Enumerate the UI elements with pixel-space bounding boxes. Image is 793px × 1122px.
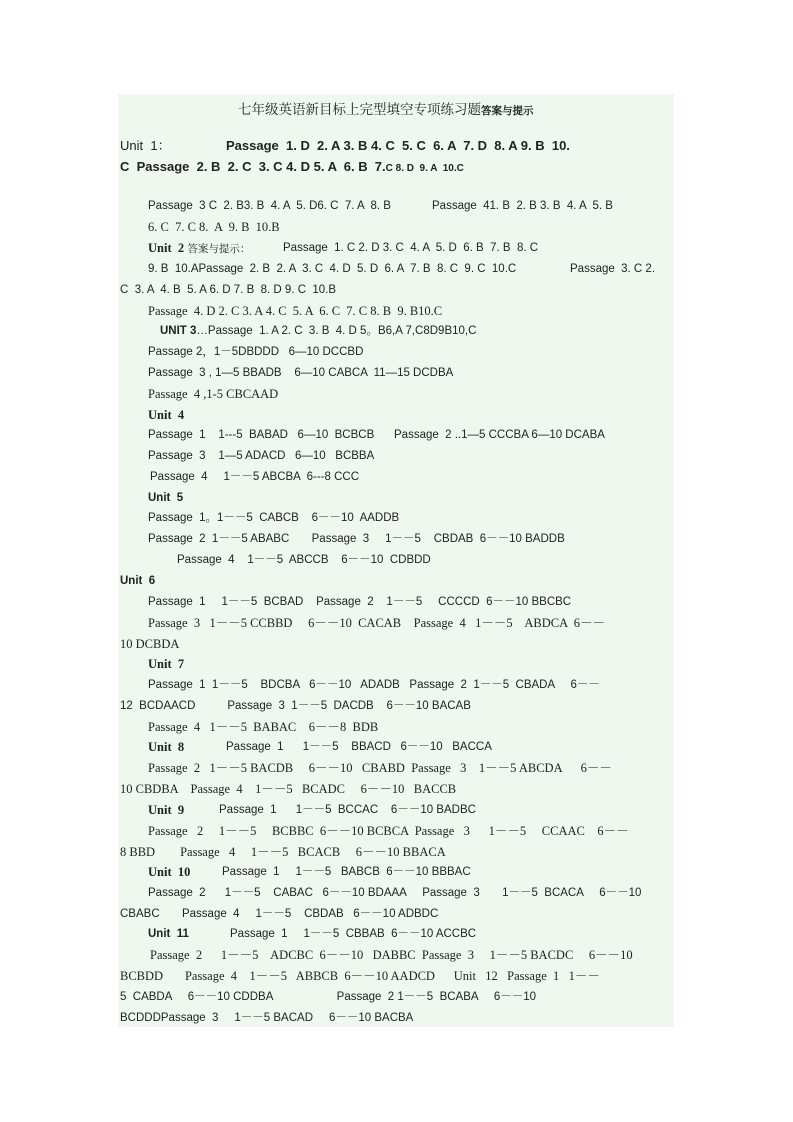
unit3-header: UNIT 3…Passage 1. A 2. C 3. B 4. D 5。B6,A 7,C8D9B10,C bbox=[160, 325, 477, 337]
unit10-label: Unit 10 bbox=[148, 865, 191, 879]
unit1-passage4: Passage 41. B 2. B 3. B 4. A 5. B bbox=[432, 200, 613, 212]
unit9-label: Unit 9 bbox=[148, 803, 185, 817]
unit1-passage4-cont: 6. C 7. C 8. A 9. B 10.B bbox=[148, 220, 280, 234]
unit10-passage2-3: Passage 2 1－－5 CABAC 6－－10 BDAAA Passage 3 1－－5 BCACA 6－－10 bbox=[148, 887, 642, 899]
unit6-passage4-cont: 10 DCBDA bbox=[120, 637, 180, 651]
unit5-label: Unit 5 bbox=[148, 492, 184, 504]
unit12-passage1-2: 5 CABDA 6－－10 CDDBA Passage 2 1－－5 BCABA 6－－10 bbox=[120, 991, 537, 1003]
unit7-passage1-2: Passage 1 1－－5 BDCBA 6－－10 ADADB Passage 2 1－－5 CBADA 6－－ bbox=[148, 679, 600, 691]
unit4-passage2: Passage 2 ..1—5 CCCBA 6—10 DCABA bbox=[394, 429, 605, 441]
unit5-passage4: Passage 4 1－－5 ABCCB 6－－10 CDBDD bbox=[177, 554, 431, 566]
unit2-passage4: Passage 4. D 2. C 3. A 4. C 5. A 6. C 7. C 8. B 9. B10.C bbox=[148, 304, 443, 318]
unit2-row3: C 3. A 4. B 5. A 6. D 7. B 8. D 9. C 10.B bbox=[120, 284, 337, 296]
title-main: 七年级英语新目标上完型填空专项练习题 bbox=[238, 102, 481, 118]
unit8-label: Unit 8 bbox=[148, 740, 185, 754]
unit2-passage1: Passage 1. C 2. D 3. C 4. A 5. D 6. B 7. B 8. C bbox=[283, 242, 539, 254]
unit10-passage4: CBABC Passage 4 1－－5 CBDAB 6－－10 ADBDC bbox=[120, 908, 439, 920]
unit11-passage1: Passage 1 1－－5 CBBAB 6－－10 ACCBC bbox=[230, 928, 477, 940]
unit12-passage3: BCDDDPassage 3 1－－5 BACAD 6－－10 BACBA bbox=[120, 1012, 414, 1024]
unit9-passage1: Passage 1 1－－5 BCCAC 6－－10 BADBC bbox=[219, 804, 476, 816]
unit5-passage1: Passage 1。1－－5 CABCB 6－－10 AADDB bbox=[148, 512, 400, 524]
unit3-passage2: Passage 2，1－5DBDDD 6—10 DCCBD bbox=[148, 346, 364, 358]
unit1-row1: Passage 1. D 2. A 3. B 4. C 5. C 6. A 7. D 8. A 9. B 10. bbox=[226, 138, 570, 153]
unit10-passage1: Passage 1 1－－5 BABCB 6－－10 BBBAC bbox=[222, 866, 471, 878]
unit7-passage4: Passage 4 1－－5 BABAC 6－－8 BDB bbox=[148, 720, 379, 734]
unit8-passage2-3: Passage 2 1－－5 BACDB 6－－10 CBABD Passage 3 1－－5 ABCDA 6－－ bbox=[148, 761, 612, 775]
unit11-passage2-3: Passage 2 1－－5 ADCBC 6－－10 DABBC Passage 3 1－－5 BACDC 6－－10 bbox=[150, 948, 633, 962]
unit9-passage2-3: Passage 2 1－－5 BCBBC 6－－10 BCBCA Passage 3 1－－5 CCAAC 6－－ bbox=[148, 824, 629, 838]
unit6-passage3-4: Passage 3 1－－5 CCBBD 6－－10 CACAB Passage 4 1－－5 ABDCA 6－－ bbox=[148, 616, 605, 630]
unit11-passage4-unit12: BCBDD Passage 4 1－－5 ABBCB 6－－10 AADCD Unit 12 Passage 1 1－－ bbox=[120, 969, 600, 983]
unit4-passage4: Passage 4 1－－5 ABCBA 6---8 CCC bbox=[150, 471, 359, 483]
unit7-label: Unit 7 bbox=[148, 657, 185, 671]
unit8-passage4: 10 CBDBA Passage 4 1－－5 BCADC 6－－10 BACCB bbox=[120, 782, 457, 796]
unit2-passage3: Passage 3. C 2. bbox=[570, 263, 656, 275]
unit3-passage3: Passage 3 , 1—5 BBADB 6—10 CABCA 11—15 DCDBA bbox=[148, 367, 454, 379]
unit4-passage1: Passage 1 1---5 BABAD 6—10 BCBCB bbox=[148, 429, 375, 441]
unit1-row2: C Passage 2. B 2. C 3. C 4. D 5. A 6. B 7.C 8. D 9. A 10.C bbox=[120, 159, 464, 174]
unit9-passage4: 8 BBD Passage 4 1－－5 BCACB 6－－10 BBACA bbox=[120, 845, 446, 859]
unit4-passage3: Passage 3 1—5 ADACD 6—10 BCBBA bbox=[148, 450, 375, 462]
unit8-passage1: Passage 1 1－－5 BBACD 6－－10 BACCA bbox=[226, 741, 492, 753]
unit6-passage1-2: Passage 1 1－－5 BCBAD Passage 2 1－－5 CCCCD 6－－10 BBCBC bbox=[148, 596, 572, 608]
unit7-passage3: 12 BCDAACD Passage 3 1－－5 DACDB 6－－10 BACAB bbox=[120, 700, 471, 712]
unit5-passage2-3: Passage 2 1－－5 ABABC Passage 3 1－－5 CBDAB 6－－10 BADDB bbox=[148, 533, 565, 545]
page-title bbox=[238, 98, 534, 118]
title-sub: 答案与提示 bbox=[481, 105, 534, 117]
unit1-label: Unit 1： bbox=[120, 138, 171, 153]
unit3-passage4: Passage 4 ,1-5 CBCAAD bbox=[148, 387, 279, 401]
unit2-row2: 9. B 10.APassage 2. B 2. A 3. C 4. D 5. D 6. A 7. B 8. C 9. C 10.C bbox=[148, 263, 517, 275]
unit1-passage3: Passage 3 C 2. B3. B 4. A 5. D6. C 7. A 8. B bbox=[148, 200, 391, 212]
unit6-label: Unit 6 bbox=[120, 575, 156, 587]
unit11-label: Unit 11 bbox=[148, 928, 189, 940]
unit4-label: Unit 4 bbox=[148, 408, 185, 422]
unit2-header: Unit 2 答案与提示： bbox=[148, 241, 251, 255]
